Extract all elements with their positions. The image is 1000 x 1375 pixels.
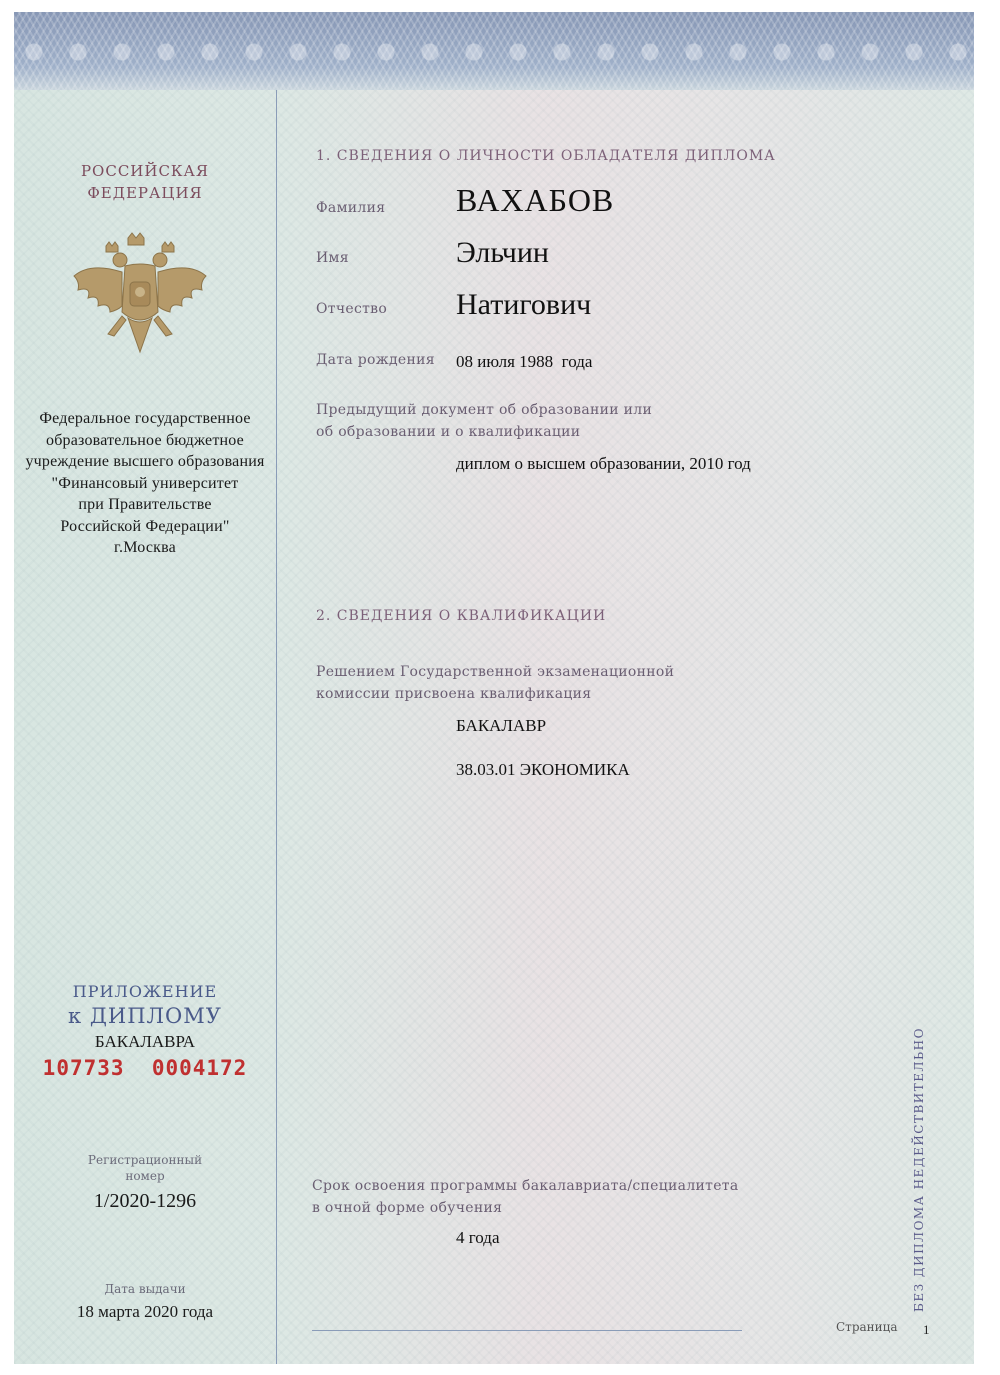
registration-label-line: Регистрационный: [87, 1153, 203, 1167]
serial-number: 107733 0004172: [42, 1056, 248, 1080]
bottom-rule: [312, 1330, 742, 1331]
country-line: ФЕДЕРАЦИЯ: [87, 184, 203, 202]
study-duration-label: Срок освоения программы бакалавриата/специалитета: [312, 1178, 739, 1194]
previous-document-value: диплом о высшем образовании, 2010 год: [456, 454, 751, 473]
decision-label: Решением Государственной экзаменационной: [316, 664, 675, 680]
coat-of-arms-icon: [70, 232, 210, 364]
registration-number: 1/2020-1296: [93, 1190, 197, 1212]
surname-label: Фамилия: [316, 200, 386, 216]
page-label: Страница: [836, 1320, 898, 1334]
decision-label: комиссии присвоена квалификация: [316, 686, 592, 702]
birth-date-label: Дата рождения: [316, 352, 435, 368]
column-divider: [276, 90, 277, 1364]
country-heading: [14, 160, 276, 204]
previous-document-label: об образовании и о квалификации: [316, 424, 581, 440]
registration-label-line: номер: [125, 1169, 165, 1183]
surname-value: ВАХАБОВ: [456, 182, 615, 218]
institution-line: образовательное бюджетное: [46, 431, 244, 449]
country-line: РОССИЙСКАЯ: [80, 162, 210, 180]
institution-name: [14, 408, 276, 559]
institution-line: Российской Федерации": [60, 517, 230, 535]
institution-line: г.Москва: [114, 539, 176, 556]
qualification-value: БАКАЛАВР: [456, 716, 547, 735]
guilloche-top-band: [14, 12, 974, 90]
institution-line: при Правительстве: [78, 496, 212, 513]
study-duration-value: 4 года: [456, 1228, 500, 1247]
birth-date-value: 08 июля 1988 года: [456, 352, 593, 371]
patronymic-value: Натигович: [456, 288, 592, 321]
name-label: Имя: [316, 250, 349, 266]
name-value: Эльчин: [456, 236, 549, 269]
annex-title: ПРИЛОЖЕНИЕ: [72, 982, 218, 1001]
previous-document-label: Предыдущий документ об образовании или: [316, 402, 653, 418]
validity-note: БЕЗ ДИПЛОМА НЕДЕЙСТВИТЕЛЬНО: [912, 1027, 926, 1312]
study-duration-label: в очной форме обучения: [312, 1200, 503, 1216]
institution-line: "Финансовый университет: [51, 474, 239, 492]
section-1-title: 1. СВЕДЕНИЯ О ЛИЧНОСТИ ОБЛАДАТЕЛЯ ДИПЛОМА: [316, 148, 776, 164]
registration-label: [14, 1152, 276, 1184]
institution-line: Федеральное государственное: [39, 410, 251, 427]
diploma-appendix-page: [14, 12, 974, 1364]
institution-line: учреждение высшего образования: [25, 453, 265, 470]
patronymic-label: Отчество: [316, 301, 388, 317]
specialty-value: 38.03.01 ЭКОНОМИКА: [456, 760, 630, 779]
left-panel: [14, 90, 276, 1364]
section-2-title: 2. СВЕДЕНИЯ О КВАЛИФИКАЦИИ: [316, 608, 607, 624]
degree-type: БАКАЛАВРА: [94, 1032, 196, 1051]
issue-date-label: Дата выдачи: [104, 1282, 186, 1296]
issue-date: 18 марта 2020 года: [76, 1302, 214, 1321]
page-number: 1: [923, 1322, 930, 1337]
annex-subtitle: к ДИПЛОМУ: [68, 1004, 222, 1028]
